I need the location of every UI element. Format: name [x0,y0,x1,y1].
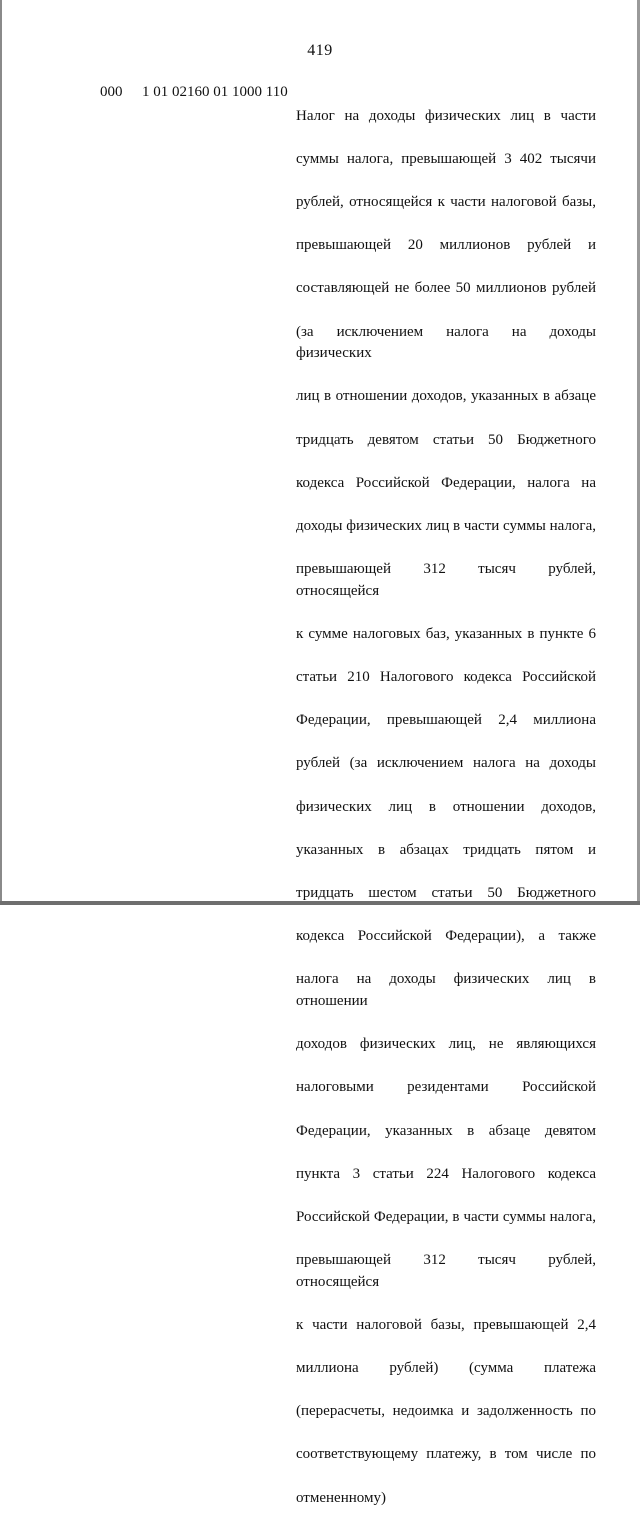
revenue-name-line: отмененному) [296,1489,386,1506]
revenue-name-line: миллиона рублей) (сумма платежа [296,1360,596,1377]
revenue-name-line: соответствующему платежу, в том числе по [296,1446,596,1463]
revenue-name-line: Российской Федерации, в части суммы налога, [296,1208,596,1225]
revenue-name-line: Федерации, превышающей 2,4 миллиона [296,712,596,729]
revenue-name-line: указанных в абзацах тридцать пятом и [296,841,596,858]
revenue-name-line: рублей (за исключением налога на доходы [296,755,596,772]
admin-code: 000 [100,84,123,100]
revenue-name-line: тридцать шестом статьи 50 Бюджетного [296,884,596,901]
revenue-name-line: кодекса Российской Федерации), а также [296,928,596,945]
revenue-name-line: рублей, относящейся к части налоговой базы, [296,193,596,210]
revenue-name-line: Федерации, указанных в абзаце девятом [296,1122,596,1139]
revenue-name-line: составляющей не более 50 миллионов рублей [296,280,596,297]
revenue-name-line: к сумме налоговых баз, указанных в пункте 6 [296,625,596,642]
revenue-name-line: превышающей 312 тысяч рублей, относящейся [296,1252,596,1290]
revenue-name-line: физических лиц в отношении доходов, [296,798,596,815]
revenue-name-line: суммы налога, превышающей 3 402 тысячи [296,150,596,167]
revenue-name-line: лиц в отношении доходов, указанных в абзаце [296,388,596,405]
revenue-name-line: налоговыми резидентами Российской [296,1079,596,1096]
scan-edge-left [0,0,2,905]
revenue-name-line: статьи 210 Налогового кодекса Российской [296,669,596,686]
revenue-name-line: (за исключением налога на доходы физических [296,323,596,362]
revenue-name-line: Налог на доходы физических лиц в части [296,107,596,124]
revenue-name-line: кодекса Российской Федерации, налога на [296,474,596,491]
revenue-name-line: налога на доходы физических лиц в отношении [296,971,596,1009]
revenue-name-line: доходов физических лиц, не являющихся [296,1036,596,1053]
revenue-name-line: (перерасчеты, недоимка и задолженность по [296,1403,596,1420]
revenue-name-line: превышающей 20 миллионов рублей и [296,237,596,254]
revenue-name-line: к части налоговой базы, превышающей 2,4 [296,1316,596,1333]
budget-classification-code: 1 01 02160 01 1000 110 [142,84,288,100]
revenue-name-line: пункта 3 статьи 224 Налогового кодекса [296,1165,596,1182]
page-number: 419 [307,42,333,59]
revenue-name-line: доходы физических лиц в части суммы налога, [296,517,596,534]
revenue-name-line: тридцать девятом статьи 50 Бюджетного [296,431,596,448]
revenue-name-line: превышающей 312 тысяч рублей, относящейся [296,561,596,599]
revenue-name-text [296,84,596,1531]
